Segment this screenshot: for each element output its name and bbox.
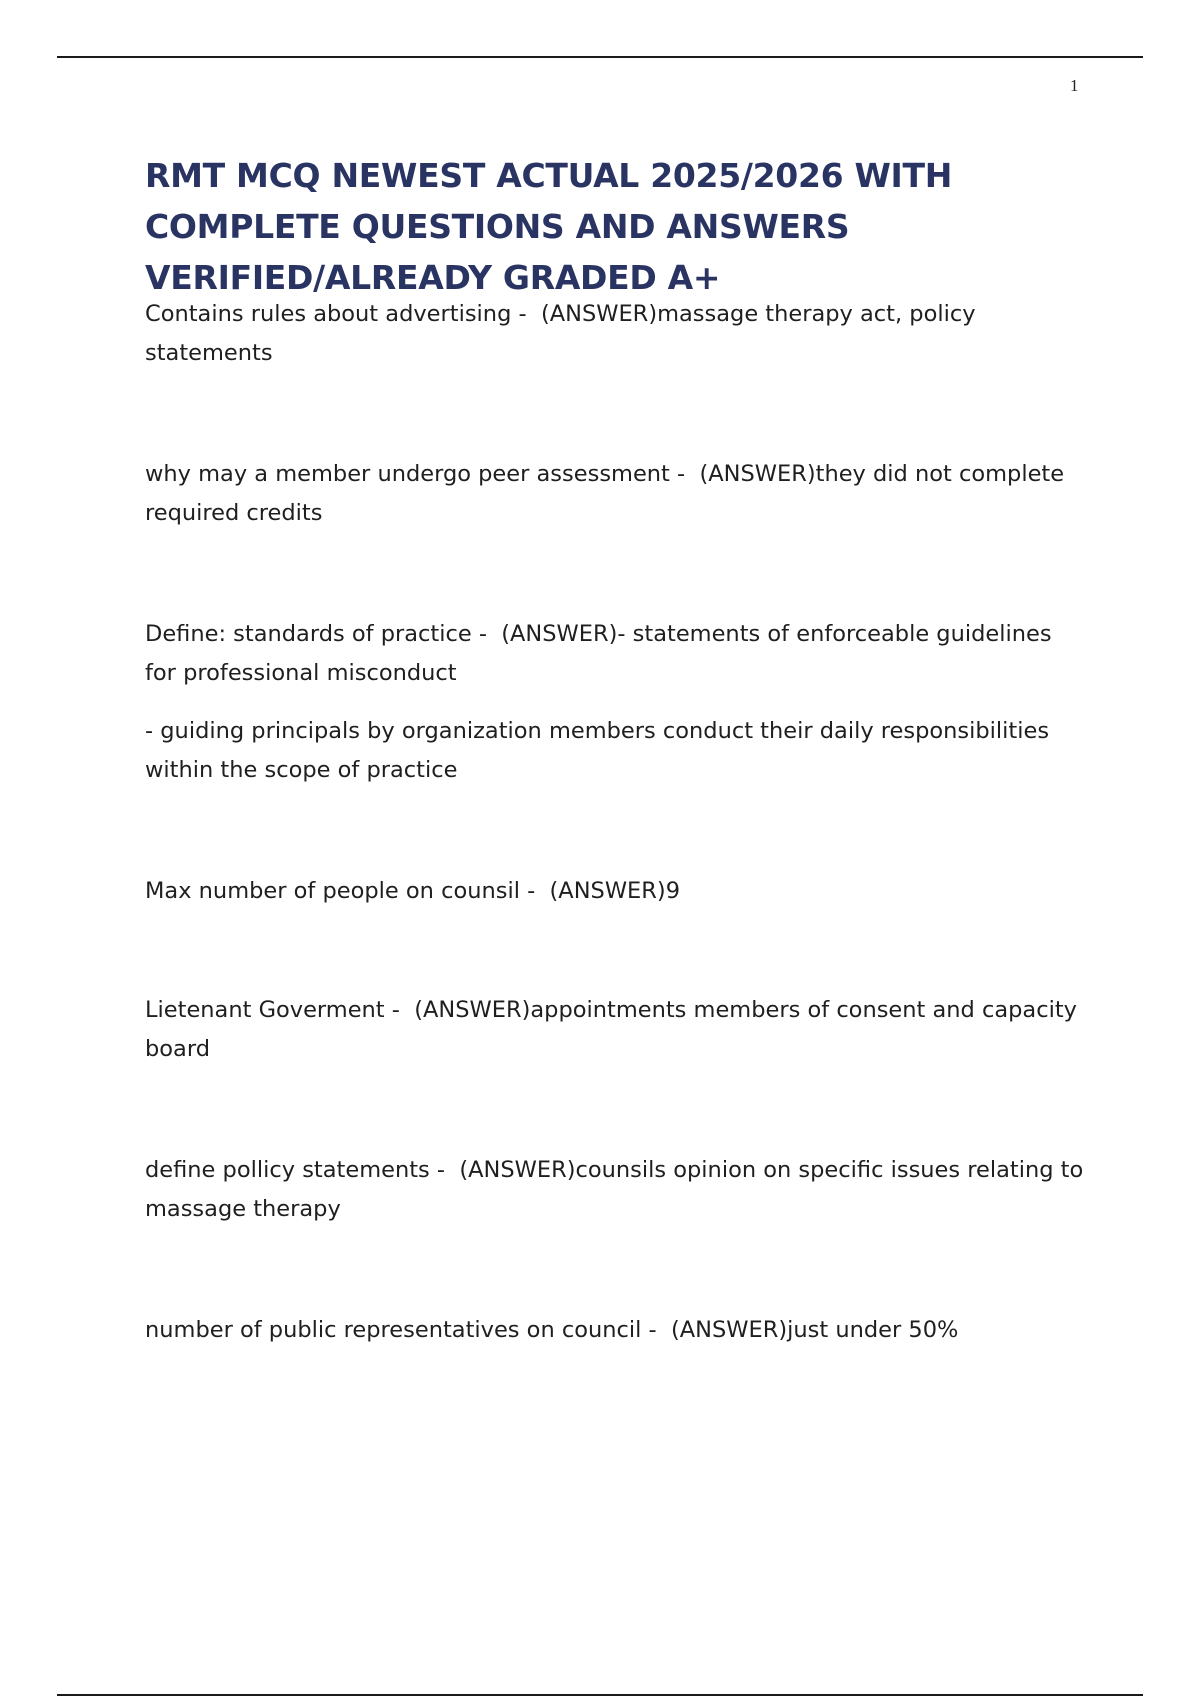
qa-answer: (ANSWER)they did not complete required credits [145, 461, 1065, 526]
qa-answer: (ANSWER)massage therapy act, policy statements [145, 301, 976, 366]
document-title: RMT MCQ NEWEST ACTUAL 2025/2026 WITH COMPLETE QUESTIONS AND ANSWERS VERIFIED/ALREADY GRADED A+ [145, 156, 953, 297]
qa-answer: (ANSWER)- statements of enforceable guidelines for professional misconduct [145, 621, 1052, 686]
qa-answer: (ANSWER)counsils opinion on specific issues relating to massage therapy [145, 1157, 1084, 1222]
header-rule [57, 56, 1143, 58]
qa-item: why may a member undergo peer assessment - (ANSWER)they did not complete required credits [145, 461, 1065, 526]
qa-item: number of public representatives on council - (ANSWER)just under 50% [145, 1317, 959, 1343]
qa-question: define pollicy statements [145, 1157, 430, 1183]
qa-question: Define: standards of practice [145, 621, 472, 647]
qa-item: Define: standards of practice - (ANSWER)- statements of enforceable guidelines for professional misconduct [145, 621, 1052, 686]
page-number: 1 [1070, 76, 1079, 95]
qa-question: Max number of people on counsil [145, 878, 520, 904]
qa-item: define pollicy statements - (ANSWER)counsils opinion on specific issues relating to massage therapy [145, 1157, 1084, 1222]
qa-question: Lietenant Goverment [145, 997, 385, 1023]
qa-continuation: - guiding principals by organization members conduct their daily responsibilities within the scope of practice [145, 718, 1050, 783]
qa-item: Contains rules about advertising - (ANSWER)massage therapy act, policy statements [145, 301, 976, 366]
qa-answer: (ANSWER)appointments members of consent and capacity board [145, 997, 1077, 1062]
qa-item: Lietenant Goverment - (ANSWER)appointments members of consent and capacity board [145, 997, 1077, 1062]
qa-question: why may a member undergo peer assessment [145, 461, 670, 487]
footer-rule [57, 1694, 1143, 1696]
qa-question: number of public representatives on council [145, 1317, 642, 1343]
qa-question: Contains rules about advertising [145, 301, 512, 327]
qa-answer: (ANSWER)9 [549, 878, 681, 904]
qa-answer: (ANSWER)just under 50% [670, 1317, 959, 1343]
qa-item: Max number of people on counsil - (ANSWER)9 [145, 878, 681, 904]
